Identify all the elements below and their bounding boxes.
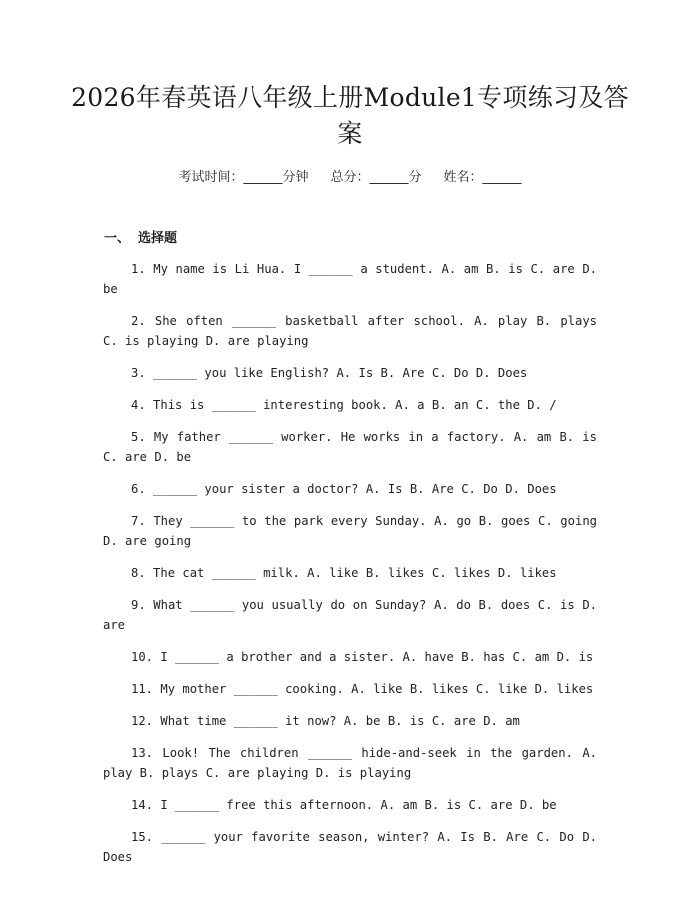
question-number: 4. — [131, 398, 146, 412]
student-name-field: 姓名：______ — [443, 170, 522, 185]
question-text: Look! The children ______ hide-and-seek in the garden. A. play B. plays C. are playing D. is playing — [103, 746, 597, 780]
question-text: ______ you like English? A. Is B. Are C. Do D. Does — [153, 366, 528, 380]
question-number: 13. — [131, 746, 154, 760]
question-item — [103, 711, 597, 731]
question-item — [103, 679, 597, 699]
question-text: This is ______ interesting book. A. a B. an C. the D. / — [153, 398, 557, 412]
document-title: 2026年春英语八年级上册Module1专项练习及答案 — [71, 83, 629, 148]
question-number: 12. — [131, 714, 154, 728]
question-text: They ______ to the park every Sunday. A. go B. goes C. going D. are going — [103, 514, 597, 548]
question-number: 15. — [131, 830, 154, 844]
question-item — [103, 795, 597, 815]
question-item — [103, 595, 597, 635]
question-item — [103, 511, 597, 551]
question-item — [103, 647, 597, 667]
question-item — [103, 563, 597, 583]
question-text: The cat ______ milk. A. like B. likes C. likes D. likes — [153, 566, 557, 580]
question-number: 1. — [131, 262, 146, 276]
section-number: 一、 — [104, 231, 131, 246]
question-number: 8. — [131, 566, 146, 580]
question-text: My name is Li Hua. I ______ a student. A. am B. is C. are D. be — [103, 262, 598, 296]
question-number: 11. — [131, 682, 154, 696]
question-number: 10. — [131, 650, 154, 664]
question-item — [103, 259, 597, 299]
question-text: She often ______ basketball after school. A. play B. plays C. is playing D. are playing — [103, 314, 598, 348]
question-number: 7. — [131, 514, 146, 528]
question-text: My mother ______ cooking. A. like B. likes C. like D. likes — [160, 682, 594, 696]
question-text: My father ______ worker. He works in a factory. A. am B. is C. are D. be — [103, 430, 597, 464]
question-number: 6. — [131, 482, 146, 496]
question-item — [103, 311, 597, 351]
total-score-field: 总分：______分 — [330, 170, 422, 185]
question-item — [103, 427, 597, 467]
question-text: I ______ a brother and a sister. A. have B. has C. am D. is — [160, 650, 594, 664]
section-title: 选择题 — [138, 231, 178, 246]
question-text: What time ______ it now? A. be B. is C. are D. am — [160, 714, 520, 728]
question-list — [103, 259, 597, 879]
question-text: ______ your sister a doctor? A. Is B. Are C. Do D. Does — [153, 482, 557, 496]
question-item — [103, 743, 597, 783]
question-number: 2. — [131, 314, 146, 328]
question-text: I ______ free this afternoon. A. am B. is C. are D. be — [160, 798, 557, 812]
question-item — [103, 395, 597, 415]
question-item — [103, 827, 597, 867]
section-heading — [104, 229, 177, 249]
exam-time-field: 考试时间：______分钟 — [178, 170, 309, 185]
question-number: 3. — [131, 366, 146, 380]
question-number: 5. — [131, 430, 146, 444]
question-text: What ______ you usually do on Sunday? A. do B. does C. is D. are — [103, 598, 597, 632]
question-number: 14. — [131, 798, 154, 812]
question-number: 9. — [131, 598, 146, 612]
exam-info-line — [0, 168, 700, 188]
question-item — [103, 479, 597, 499]
question-text: ______ your favorite season, winter? A. Is B. Are C. Do D. Does — [103, 830, 597, 864]
question-item — [103, 363, 597, 383]
